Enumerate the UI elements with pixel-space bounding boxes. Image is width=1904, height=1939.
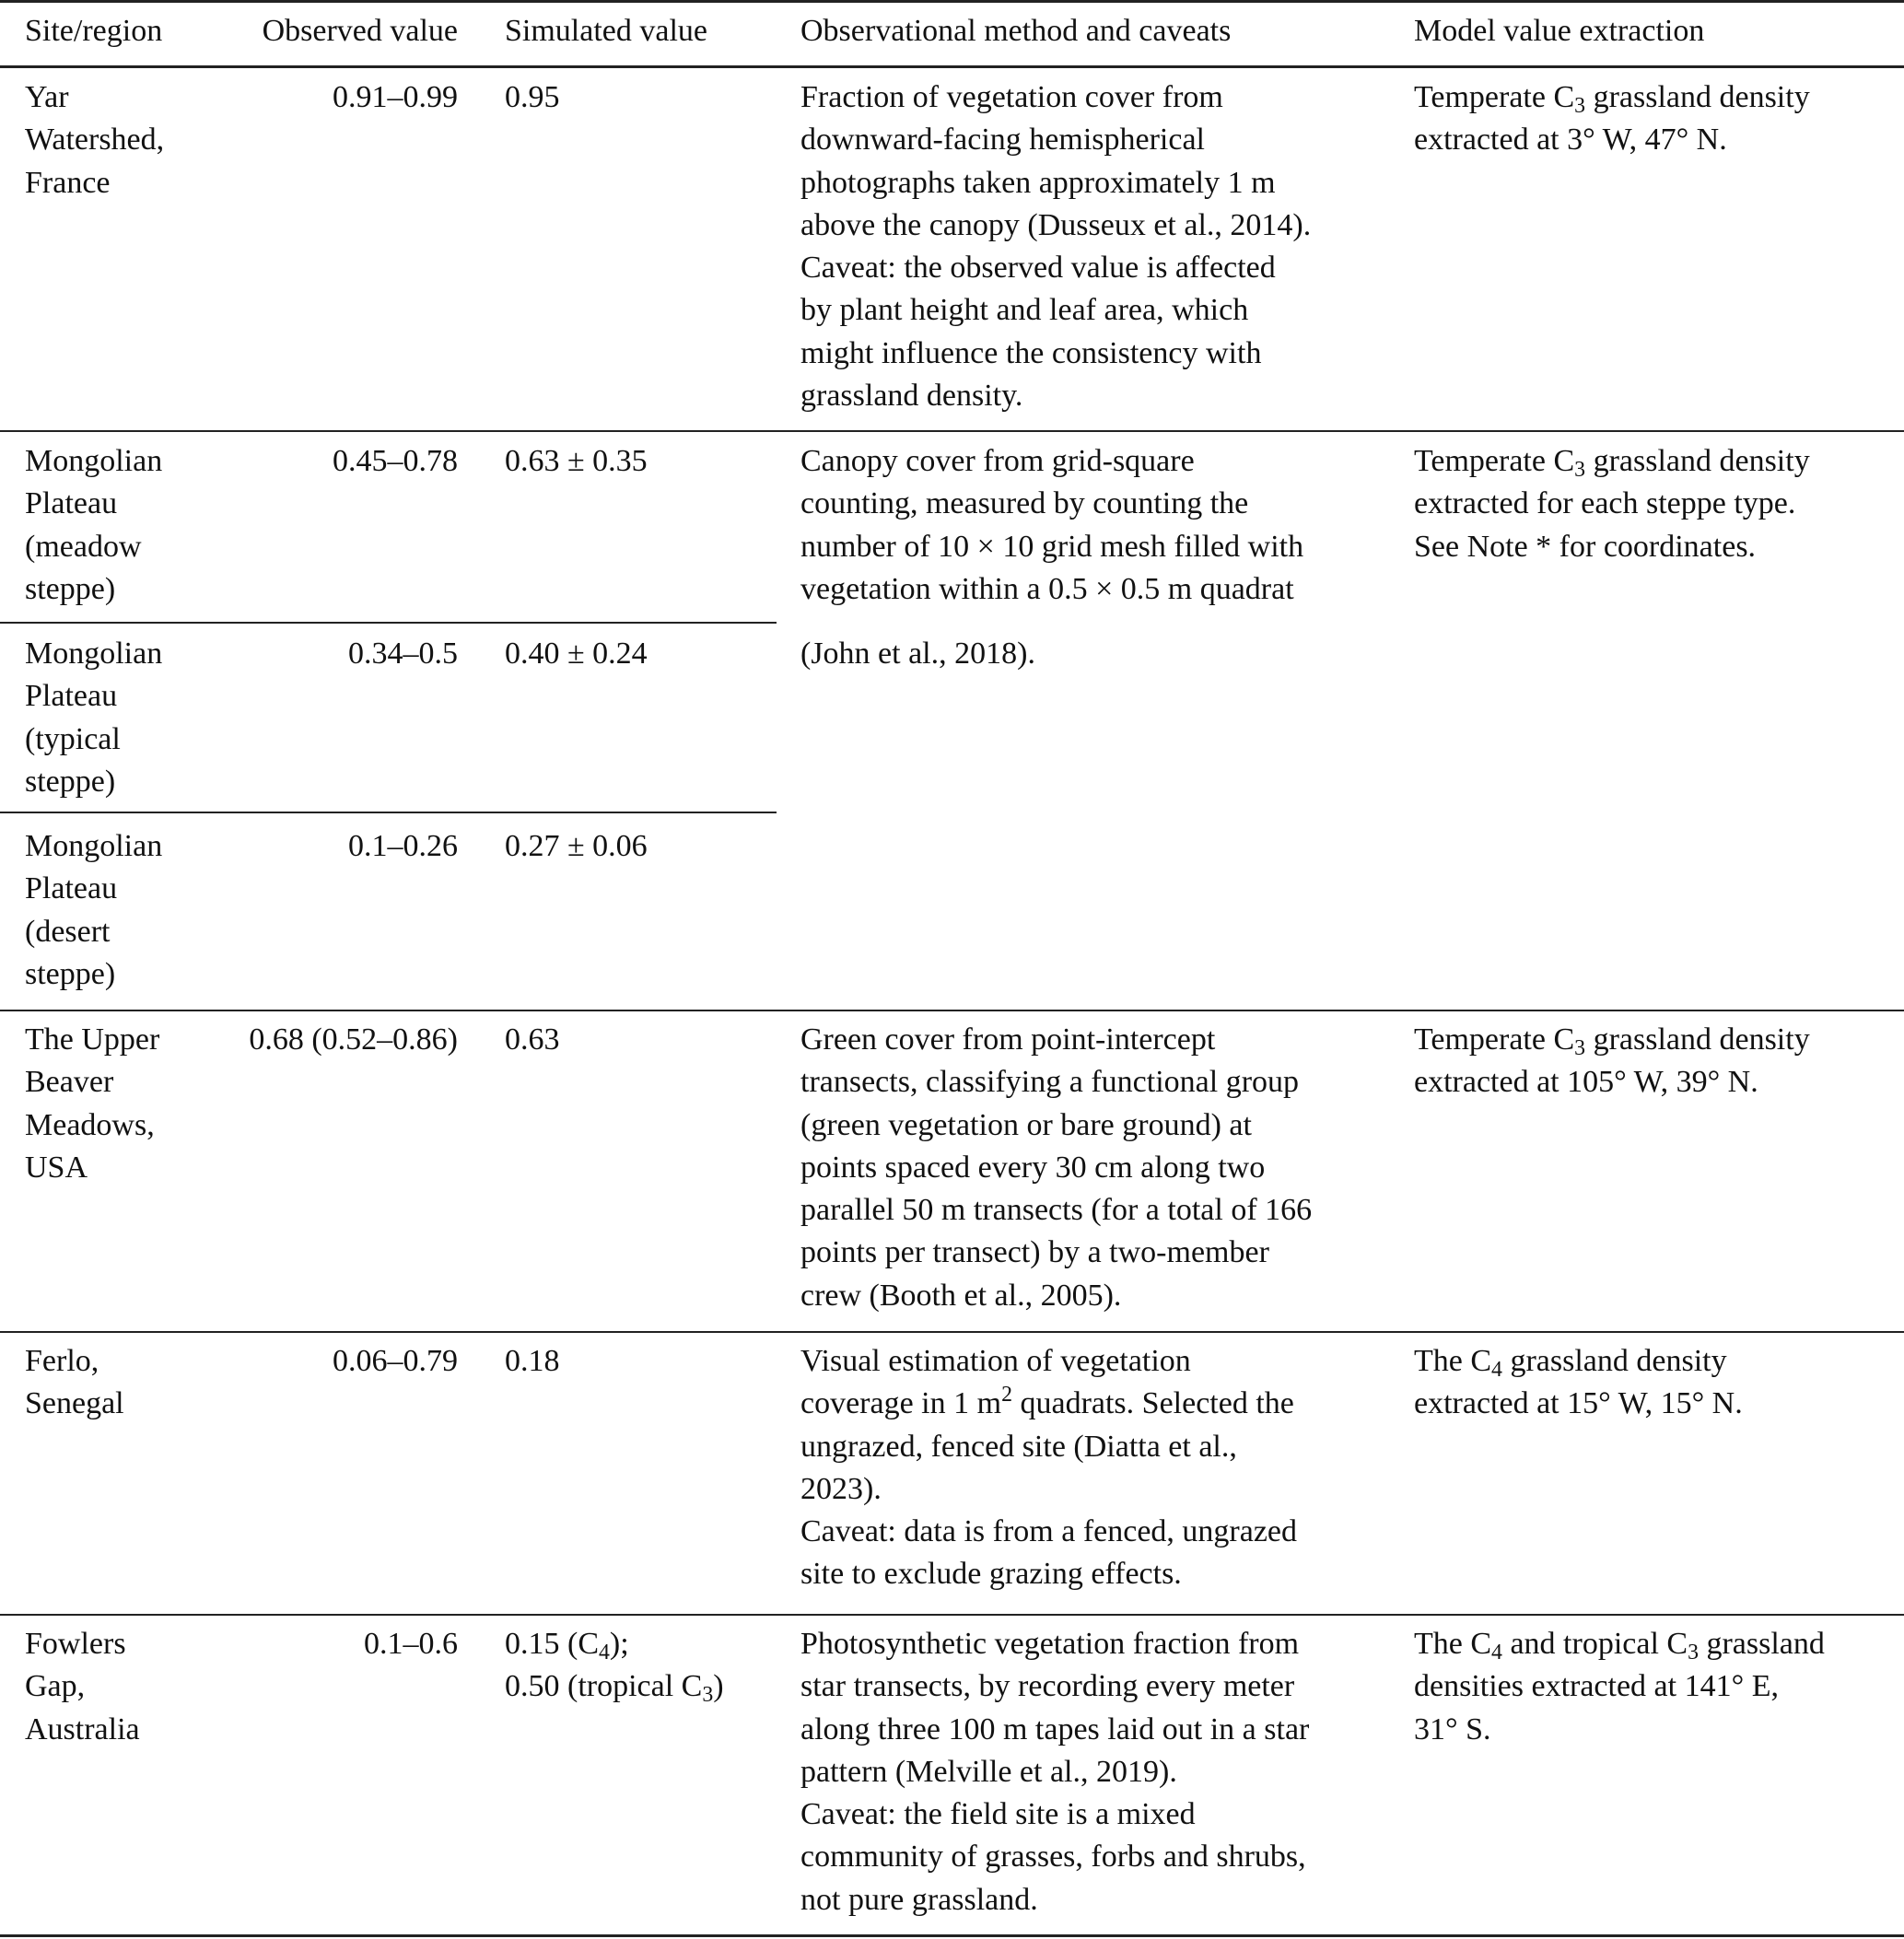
simulated-value: 0.63 ± 0.35 (505, 444, 648, 478)
model-line: extracted at 105° W, 39° N. (1414, 1065, 1758, 1100)
site-line: Senegal (25, 1386, 124, 1421)
model-text: grassland density (1585, 80, 1810, 114)
method-line: crew (Booth et al., 2005). (800, 1278, 1122, 1313)
method-line: by plant height and leaf area, which (800, 293, 1249, 328)
model-cell (1414, 1019, 1810, 1104)
site-line: Plateau (25, 871, 118, 906)
header-model-extraction: Model value extraction (1414, 14, 1705, 48)
method-line: pattern (Melville et al., 2019). (800, 1754, 1177, 1789)
method-line: counting, measured by counting the (800, 486, 1249, 521)
method-cell (800, 1019, 1312, 1317)
row-divider-partial (0, 812, 777, 813)
header-simulated-value: Simulated value (505, 14, 708, 48)
site-line: The Upper (25, 1022, 160, 1057)
method-line: photographs taken approximately 1 m (800, 165, 1276, 200)
model-text: The C (1414, 1344, 1492, 1378)
method-line: ungrazed, fenced site (Diatta et al., (800, 1429, 1237, 1464)
model-text: grassland density (1501, 1344, 1727, 1378)
site-line: Gap, (25, 1669, 86, 1704)
model-text: Temperate C (1414, 80, 1575, 114)
method-line: Caveat: data is from a fenced, ungrazed (800, 1514, 1298, 1549)
observed-value: 0.68 (0.52–0.86) (249, 1022, 458, 1057)
model-line: densities extracted at 141° E, (1414, 1669, 1779, 1704)
simulated-line (505, 1623, 724, 1665)
site-line: (desert (25, 914, 111, 949)
site-cell (25, 633, 162, 803)
superscript: 2 (1001, 1383, 1012, 1408)
simulated-line (505, 1665, 724, 1708)
simulated-value: 0.18 (505, 1344, 560, 1378)
simulated-value: 0.27 ± 0.06 (505, 829, 648, 863)
site-cell (25, 76, 164, 204)
method-line: Caveat: the field site is a mixed (800, 1797, 1196, 1832)
method-line: vegetation within a 0.5 × 0.5 m quadrat (800, 571, 1294, 606)
site-line: Mongolian (25, 637, 163, 671)
method-line: Photosynthetic vegetation fraction from (800, 1627, 1300, 1661)
model-text: Temperate C (1414, 1022, 1575, 1057)
sim-text: ) (713, 1669, 724, 1704)
header-observed-value: Observed value (262, 14, 458, 48)
model-text: grassland density (1585, 1022, 1810, 1057)
method-line: along three 100 m tapes laid out in a star (800, 1711, 1310, 1746)
method-line: star transects, by recording every meter (800, 1669, 1295, 1704)
subscript: 3 (1574, 93, 1586, 118)
site-line: Plateau (25, 679, 118, 714)
site-line: Australia (25, 1711, 140, 1746)
model-line (1414, 1623, 1825, 1665)
method-line: community of grasses, forbs and shrubs, (800, 1840, 1306, 1875)
model-line: See Note * for coordinates. (1414, 529, 1757, 564)
site-line: Plateau (25, 486, 118, 521)
method-line: downward-facing hemispherical (800, 123, 1205, 158)
site-line: Mongolian (25, 829, 163, 863)
site-cell (25, 825, 162, 996)
method-cell (800, 1340, 1297, 1596)
sim-text: 0.50 (tropical C (505, 1669, 703, 1704)
observed-value: 0.34–0.5 (348, 637, 458, 671)
simulated-value: 0.63 (505, 1022, 560, 1057)
method-line: site to exclude grazing effects. (800, 1557, 1182, 1592)
method-line: Canopy cover from grid-square (800, 444, 1195, 478)
row-divider (0, 1331, 1904, 1333)
subscript: 4 (1491, 1357, 1502, 1382)
model-text: grassland (1698, 1627, 1825, 1661)
site-line: USA (25, 1150, 88, 1185)
site-line: Yar (25, 80, 69, 114)
method-text: coverage in 1 m (800, 1386, 1002, 1421)
site-line: Beaver (25, 1065, 114, 1100)
method-line: not pure grassland. (800, 1882, 1038, 1917)
method-line: points spaced every 30 cm along two (800, 1150, 1266, 1185)
model-text: The C (1414, 1627, 1492, 1661)
site-line: steppe) (25, 956, 116, 991)
model-cell-merged (1414, 440, 1810, 568)
method-cell (800, 1623, 1309, 1921)
header-observational-method: Observational method and caveats (800, 14, 1232, 48)
table-top-rule (0, 0, 1904, 3)
method-line: (green vegetation or bare ground) at (800, 1107, 1252, 1142)
observed-value: 0.06–0.79 (333, 1344, 458, 1378)
site-line: Mongolian (25, 444, 163, 478)
site-line: (typical (25, 721, 121, 756)
site-line: steppe) (25, 764, 116, 799)
model-text: and tropical C (1501, 1627, 1688, 1661)
method-text: quadrats. Selected the (1011, 1386, 1294, 1421)
model-line: extracted at 15° W, 15° N. (1414, 1386, 1743, 1421)
model-line: 31° S. (1414, 1711, 1491, 1746)
method-line: might influence the consistency with (800, 335, 1262, 370)
site-line: Meadows, (25, 1107, 155, 1142)
site-line: Watershed, (25, 123, 165, 158)
method-line: transects, classifying a functional group (800, 1065, 1300, 1100)
sim-text: ); (609, 1627, 629, 1661)
simulated-value: 0.40 ± 0.24 (505, 637, 648, 671)
method-line (800, 1383, 1297, 1425)
row-divider (0, 1010, 1904, 1011)
site-cell (25, 440, 162, 611)
method-line: parallel 50 m transects (for a total of 166 (800, 1193, 1313, 1228)
sim-text: 0.15 (C (505, 1627, 599, 1661)
site-line: Fowlers (25, 1627, 126, 1661)
method-citation: (John et al., 2018). (800, 637, 1035, 671)
simulated-value: 0.95 (505, 80, 560, 114)
model-cell (1414, 1340, 1743, 1426)
method-cell (800, 76, 1311, 417)
model-line (1414, 76, 1810, 119)
site-line: Ferlo, (25, 1344, 99, 1378)
header-site-region: Site/region (25, 14, 163, 48)
subscript: 3 (1574, 1035, 1586, 1060)
model-line (1414, 440, 1810, 483)
site-cell (25, 1623, 140, 1751)
subscript: 4 (1491, 1640, 1502, 1665)
row-divider (0, 1614, 1904, 1616)
method-line: 2023). (800, 1471, 882, 1506)
method-cell-merged (800, 440, 1303, 611)
model-cell (1414, 76, 1810, 162)
model-line (1414, 1340, 1743, 1383)
subscript: 3 (702, 1683, 714, 1708)
model-text: Temperate C (1414, 444, 1575, 478)
site-cell (25, 1019, 159, 1189)
model-cell (1414, 1623, 1825, 1751)
row-divider-partial (0, 622, 777, 624)
site-line: steppe) (25, 571, 116, 606)
method-line: points per transect) by a two-member (800, 1235, 1269, 1270)
observed-value: 0.1–0.6 (364, 1627, 458, 1661)
model-line: extracted for each steppe type. (1414, 486, 1796, 521)
model-text: grassland density (1585, 444, 1810, 478)
subscript: 3 (1688, 1640, 1699, 1665)
subscript: 4 (599, 1640, 610, 1665)
method-line: Fraction of vegetation cover from (800, 80, 1223, 114)
site-line: France (25, 165, 111, 200)
method-line: grassland density. (800, 379, 1023, 414)
observed-value: 0.1–0.26 (348, 829, 458, 863)
model-line (1414, 1019, 1810, 1061)
method-line: Visual estimation of vegetation (800, 1344, 1191, 1378)
site-cell (25, 1340, 124, 1426)
subscript: 3 (1574, 457, 1586, 482)
method-line: Green cover from point-intercept (800, 1022, 1216, 1057)
method-line: above the canopy (Dusseux et al., 2014). (800, 207, 1312, 242)
site-line: (meadow (25, 529, 142, 564)
row-divider (0, 430, 1904, 432)
table-bottom-rule (0, 1934, 1904, 1937)
method-line: Caveat: the observed value is affected (800, 251, 1276, 286)
simulated-value (505, 1623, 724, 1709)
header-bottom-rule (0, 65, 1904, 68)
observed-value: 0.91–0.99 (333, 80, 458, 114)
observed-value: 0.45–0.78 (333, 444, 458, 478)
model-line: extracted at 3° W, 47° N. (1414, 123, 1727, 158)
method-line: number of 10 × 10 grid mesh filled with (800, 529, 1304, 564)
